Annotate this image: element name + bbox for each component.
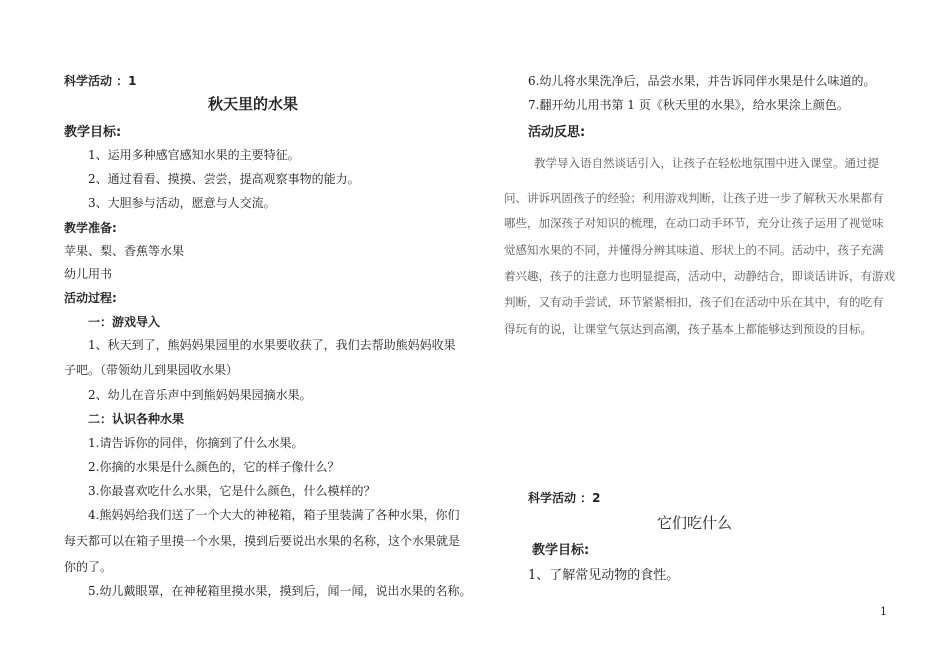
reflection-heading: 活动反思: <box>528 125 586 140</box>
paragraph-line: 2.你摘的水果是什么颜色的，它的样子像什么？ <box>88 460 340 474</box>
paragraph-line: 你的了。 <box>64 560 113 574</box>
paragraph-line: 子吧。（带领幼儿到果园收水果） <box>64 363 239 377</box>
prep-heading: 教学准备: <box>64 221 117 235</box>
paragraph-line: 每天都可以在箱子里摸一个水果，摸到后要说出水果的名称，这个水果就是 <box>64 534 461 548</box>
paragraph-line: 7.翻开幼儿用书第 1 页《秋天里的水果》，给水果涂上颜色。 <box>528 98 849 112</box>
page-number: 1 <box>880 605 887 618</box>
section-title: 一：游戏导入 <box>88 315 161 329</box>
goals-heading-2: 教学目标: <box>532 543 590 558</box>
reflection-line: 判断，又有动手尝试，环节紧紧相扣，孩子们在活动中乐在其中，有的吃有 <box>504 295 884 309</box>
paragraph-line: 4.熊妈妈给我们送了一个大大的神秘箱，箱子里装满了各种水果，你们 <box>88 508 460 522</box>
prep-item: 苹果、梨、香蕉等水果 <box>64 244 185 258</box>
paragraph-line: 3.你最喜欢吃什么水果，它是什么颜色，什么模样的？ <box>88 484 376 498</box>
reflection-line: 着兴趣，孩子的注意力也明显提高，活动中，动静结合，即谈话讲诉，有游戏 <box>504 269 895 283</box>
goal-item: 3、大胆参与活动，愿意与人交流。 <box>88 196 276 210</box>
reflection-line: 觉感知水果的不同，并懂得分辨其味道、形状上的不同。活动中，孩子充满 <box>504 243 884 257</box>
paragraph-line: 1.请告诉你的同伴，你摘到了什么水果。 <box>88 436 304 450</box>
goal-item: 1、了解常见动物的食性。 <box>528 568 680 583</box>
goal-item: 2、通过看看、摸摸、尝尝，提高观察事物的能力。 <box>88 172 360 186</box>
reflection-line: 哪些，加深孩子对知识的梳理，在动口动手环节，充分让孩子运用了视觉味 <box>504 216 884 230</box>
paragraph-line: 5.幼儿戴眼罩，在神秘箱里摸水果，摸到后，闻一闻，说出水果的名称。 <box>88 584 472 598</box>
reflection-line: 问、讲诉巩固孩子的经验；利用游戏判断，让孩子进一步了解秋天水果都有 <box>504 191 884 205</box>
lesson-title-1: 秋天里的水果 <box>208 95 299 113</box>
activity-label-1: 科学活动 ：1 <box>64 74 137 88</box>
lesson-title-2: 它们吃什么 <box>657 514 733 532</box>
activity-label-2: 科学活动 ：2 <box>528 491 601 505</box>
paragraph-line: 1、秋天到了，熊妈妈果园里的水果要收获了，我们去帮助熊妈妈收果 <box>88 338 456 352</box>
paragraph-line: 2、幼儿在音乐声中到熊妈妈果园摘水果。 <box>88 388 312 402</box>
section-title: 二：认识各种水果 <box>88 412 185 426</box>
paragraph-line: 6.幼儿将水果洗净后，品尝水果，并告诉同伴水果是什么味道的。 <box>528 74 876 88</box>
goal-item: 1、运用多种感官感知水果的主要特征。 <box>88 148 300 162</box>
prep-item: 幼儿用书 <box>64 267 113 281</box>
reflection-line: 教学导入语自然谈话引入，让孩子在轻松地氛围中进入课堂。通过提 <box>534 156 879 170</box>
goals-heading-1: 教学目标: <box>64 125 122 140</box>
reflection-line: 得玩有的说，让课堂气氛达到高潮，孩子基本上都能够达到预设的目标。 <box>504 322 872 336</box>
process-heading: 活动过程: <box>64 291 117 305</box>
